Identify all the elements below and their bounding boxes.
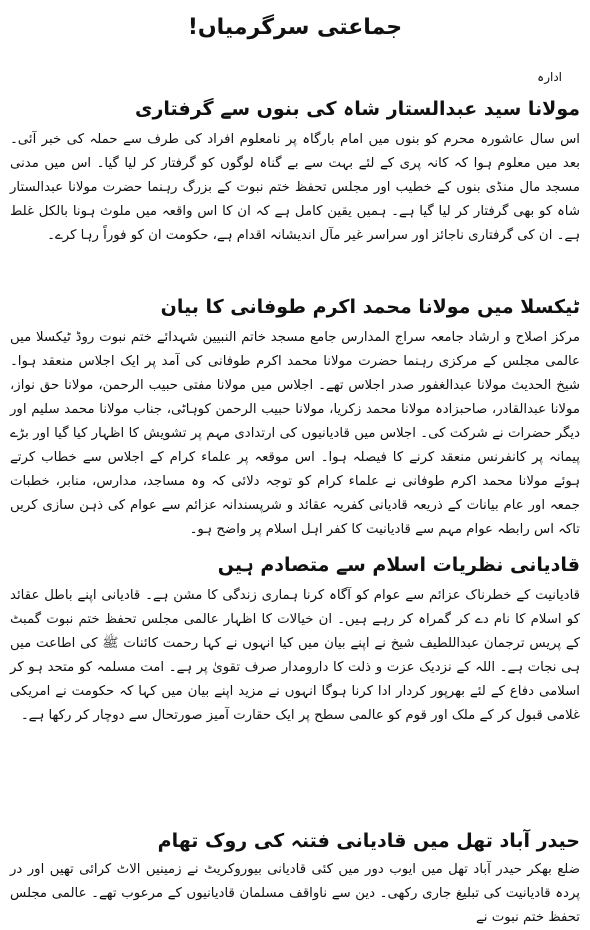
section-paragraph: اس سال عاشورہ محرم کو بنوں میں امام بارگاہ پر نامعلوم افراد کی طرف سے حملہ کی خبر آئی۔ بعد میں معلوم ہوا کہ کانہ پری کے لئے بہت سے بے گناہ لوگوں کو گرفتار کر لیا گیا۔ اس میں مدنی مسجد مال منڈی بنوں کے خطیب اور مجلس تحفظ ختم نبوت کے بزرگ رہنما حضرت مولانا عبدالستار شاہ کو بھی گرفتار کر لیا گیا ہے۔ ہمیں یقین کامل ہے کہ ان کا اس واقعہ میں ملوث ہونا بالکل غلط ہے۔ ان کی گرفتاری ناجائز اور سراسر غیر مآل اندیشانہ اقدام ہے، حکومت ان کو فوراً رہا کرے۔ <box>10 132 580 243</box>
author-byline: ادارہ <box>537 70 562 84</box>
section-heading: ٹیکسلا میں مولانا محمد اکرم طوفانی کا بیان <box>160 296 580 318</box>
section-paragraph: ضلع بھکر حیدر آباد تھل میں ایوب دور میں کئی قادیانی بیوروکریٹ نے زمینیں الاٹ کرائی تھیں اور در پردہ قادیانیت کی تبلیغ جاری رکھی۔ دین سے ناواقف مسلمان قادیانیوں کے مرعوب تھے۔ عالمی مجلس تحفظ ختم نبوت نے <box>10 862 580 925</box>
page-title: جماعتی سرگرمیاں! <box>187 15 403 40</box>
article <box>10 8 580 925</box>
section-heading: حیدر آباد تھل میں قادیانی فتنہ کی روک تھام <box>157 830 580 852</box>
section-heading: مولانا سید عبدالستار شاہ کی بنوں سے گرفتاری <box>135 98 580 120</box>
section-paragraph: مرکز اصلاح و ارشاد جامعہ سراج المدارس جامع مسجد خاتم النبیین شہدائے ختم نبوت روڈ ٹیکسلا میں عالمی مجلس کے مرکزی رہنما حضرت مولانا محمد اکرم طوفانی کی آمد پر ایک اجلاس منعقد ہوا۔ شیخ الحدیث مولانا عبدالغفور صدر اجلاس تھے۔ اجلاس میں مولانا مفتی حبیب الرحمن، مولانا حق نواز، مولانا عبدالقادر، صاحبزادہ مولانا محمد زکریا، مولانا حبیب الرحمن کوہاٹی، جناب مولانا محمد سلیم اور دیگر حضرات نے شرکت کی۔ اجلاس میں قادیانیوں کی ارتدادی مہم پر تشویش کا اظہار کیا گیا اور بڑے پیمانہ پر کانفرنس منعقد کرنے کا فیصلہ ہوا۔ اس موقعہ پر علماء کرام کے اجلاس سے خطاب کرتے ہوئے مولانا محمد اکرم طوفانی نے علماء کرام کو توجہ دلائی کہ وہ مساجد، مدارس، منابر، خطبات جمعہ اور عام بیانات کے ذریعہ قادیانی کفریہ عقائد و شرپسندانہ عزائم سے عوام کی ذہن سازی کریں تاکہ اس رابطہ عوام مہم سے قادیانیت کا کفر اہل اسلام پر واضح ہو۔ <box>10 330 580 537</box>
section-paragraph: قادیانیت کے خطرناک عزائم سے عوام کو آگاہ کرنا ہماری زندگی کا مشن ہے۔ قادیانی اپنے باطل عقائد کو اسلام کا نام دے کر گمراہ کر رہے ہیں۔ ان خیالات کا اظہار عالمی مجلس تحفظ ختم نبوت گمبٹ کے پریس ترجمان عبداللطیف شیخ نے اپنے بیان میں کیا انہوں نے کہا رحمت کائنات ﷺ کی اطاعت میں ہی نجات ہے۔ اللہ کے نزدیک عزت و ذلت کا دارومدار صرف تقویٰ پر ہے۔ امت مسلمہ کو متحد ہو کر اسلامی دفاع کے لئے بھرپور کردار ادا کرنا ہوگا انہوں نے مزید اپنے بیان میں کہا کہ حکومت نے امریکی غلامی قبول کر کے ملک اور قوم کو عالمی سطح پر ایک حقارت آمیز صورتحال سے دوچار کر رکھا ہے۔ <box>10 588 580 723</box>
section-heading: قادیانی نظریات اسلام سے متصادم ہیں <box>217 554 580 576</box>
